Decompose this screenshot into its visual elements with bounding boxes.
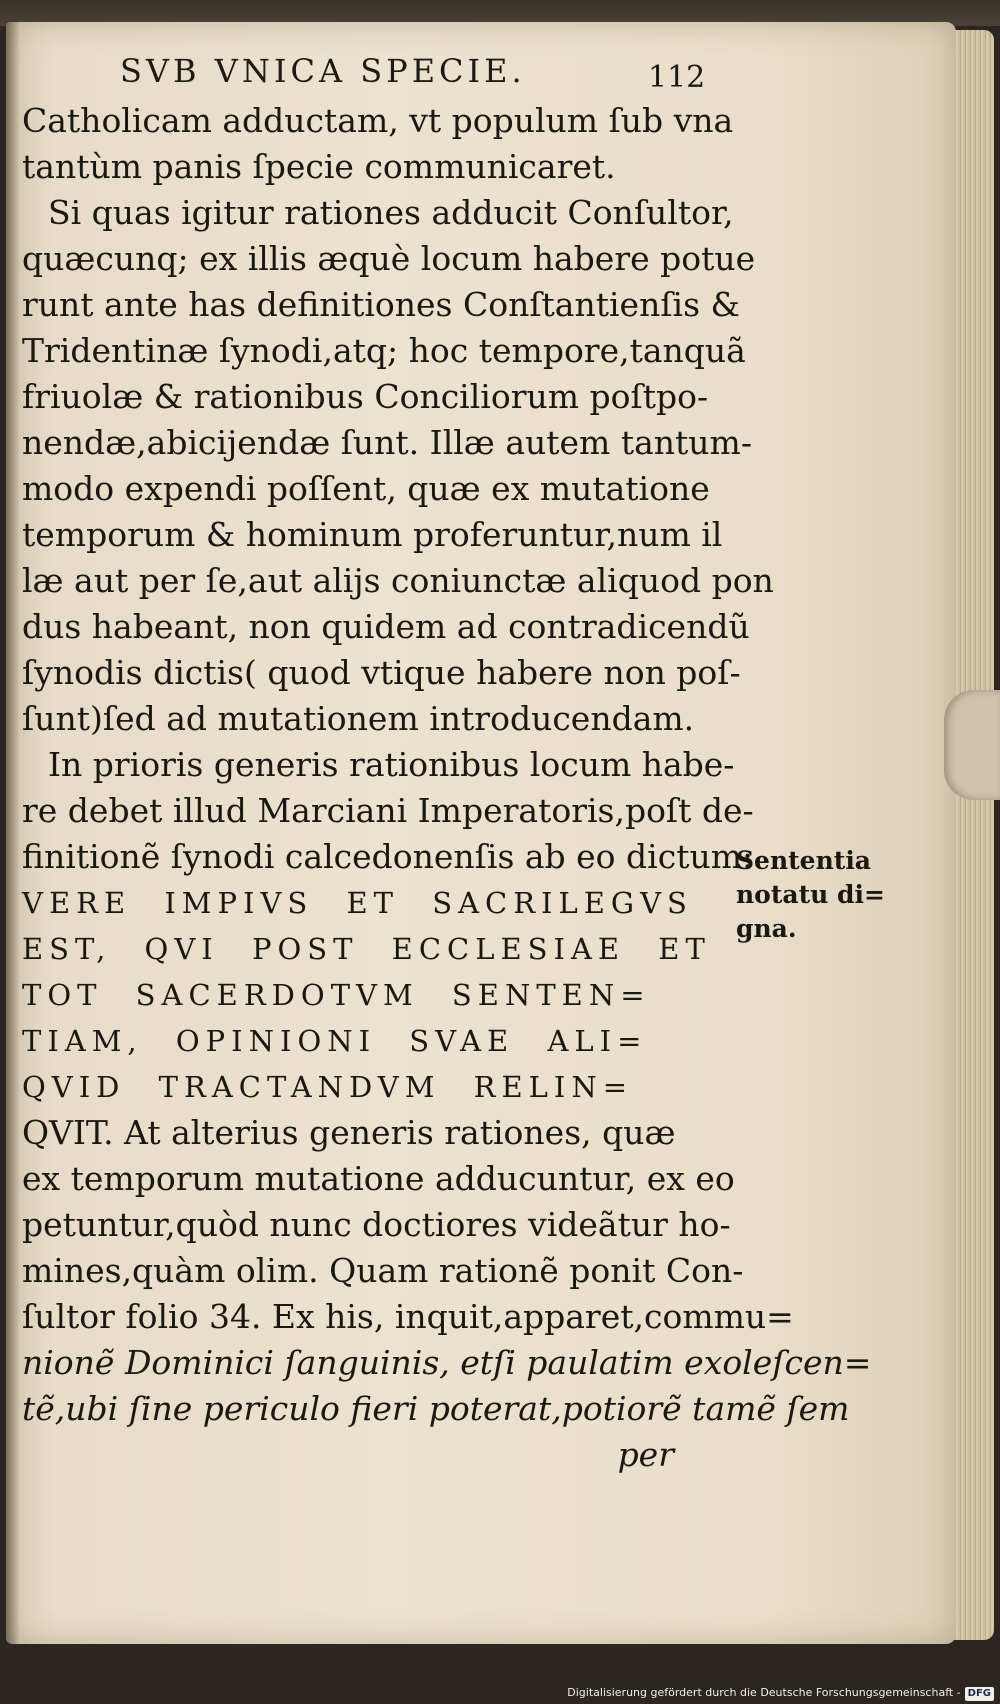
margin-note-line: Sententia — [736, 846, 872, 875]
text-line: dus habeant, non quidem ad contradicendũ — [22, 607, 750, 646]
text-line: petuntur,quòd nunc doctiores videãtur ho- — [22, 1205, 731, 1244]
margin-note-line: gna. — [736, 914, 797, 943]
digitization-credit — [0, 1682, 994, 1704]
text-line: TOT SACERDOTVM SENTEN= — [22, 978, 651, 1012]
text-line: nendæ,abicijendæ ſunt. Illæ autem tantum- — [22, 423, 752, 462]
credit-text: Digitalisierung gefördert durch die Deutsche Forschungsgemeinschaft - — [567, 1686, 961, 1699]
margin-note-line: notatu di= — [736, 880, 885, 909]
text-line: finitionẽ ſynodi calcedonenſis ab eo dictum: — [22, 837, 754, 876]
dfg-logo: DFG — [965, 1687, 994, 1701]
page-gutter-shadow — [6, 22, 20, 1644]
text-line: QVIT. At alterius generis rationes, quæ — [22, 1113, 676, 1152]
text-line: ex temporum mutatione adducuntur, ex eo — [22, 1159, 735, 1198]
text-line: EST, QVI POST ECCLESIAE ET — [22, 932, 711, 966]
text-line: friuolæ & rationibus Conciliorum poſtpo- — [22, 377, 709, 416]
text-line: Si quas igitur rationes adducit Conſultor, — [48, 193, 734, 232]
running-head: SVB VNICA SPECIE. — [120, 52, 526, 90]
text-line: tẽ,ubi ſine periculo fieri poterat,potiorẽ tamẽ ſem — [22, 1389, 850, 1428]
text-line: temporum & hominum proferuntur,num il — [22, 515, 723, 554]
text-line: Tridentinæ ſynodi,atq; hoc tempore,tanquã — [22, 331, 746, 370]
page-clip — [944, 690, 1000, 800]
text-line: ſynodis dictis( quod vtique habere non poſ- — [22, 653, 741, 692]
text-line: ſultor folio 34. Ex his, inquit,apparet,commu= — [22, 1297, 794, 1336]
text-line: re debet illud Marciani Imperatoris,poſt de- — [22, 791, 754, 830]
text-line: Catholicam adductam, vt populum ſub vna — [22, 101, 734, 140]
text-line: runt ante has definitiones Conſtantienſis & — [22, 285, 740, 324]
catchword: per — [617, 1435, 674, 1474]
text-line: læ aut per ſe,aut alijs coniunctæ aliquod pon — [22, 561, 774, 600]
text-line: In prioris generis rationibus locum habe- — [48, 745, 735, 784]
page-number: 112 — [648, 60, 706, 95]
text-line: modo expendi poſſent, quæ ex mutatione — [22, 469, 710, 508]
text-line: VERE IMPIVS ET SACRILEGVS — [22, 886, 693, 920]
text-line: nionẽ Dominici ſanguinis, etſi paulatim exoleſcen= — [22, 1343, 872, 1382]
margin-note — [736, 844, 916, 946]
text-line: ſunt)ſed ad mutationem introducendam. — [22, 699, 695, 738]
text-line: QVID TRACTANDVM RELIN= — [22, 1070, 634, 1104]
text-line: tantùm panis ſpecie communicaret. — [22, 147, 616, 186]
text-line: quæcunq; ex illis æquè locum habere potue — [22, 239, 756, 278]
text-line: TIAM, OPINIONI SVAE ALI= — [22, 1024, 648, 1058]
text-line: mines,quàm olim. Quam rationẽ ponit Con- — [22, 1251, 744, 1290]
